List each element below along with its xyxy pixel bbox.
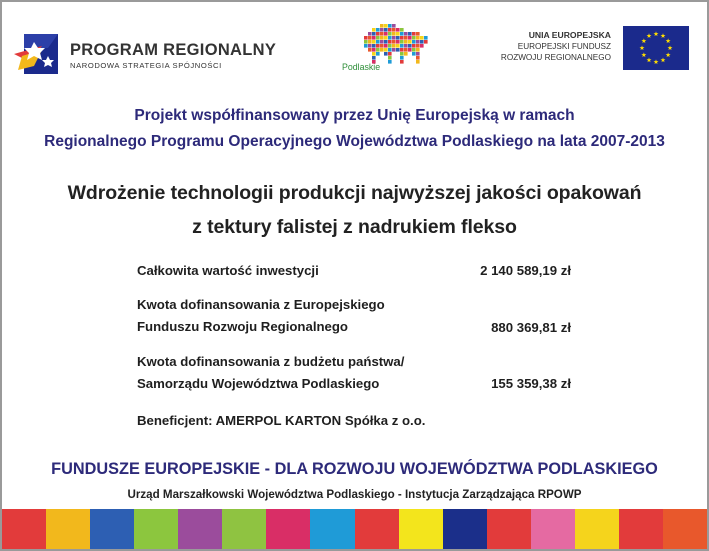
efrr-funding-amount: 880 369,81 zł [491,320,571,335]
bison-mosaic-tile [368,48,372,52]
bison-mosaic-tile [376,32,380,36]
co-financing-line-2: Regionalnego Programu Operacyjnego Województwa Podlaskiego na lata 2007-2013 [44,133,665,150]
bison-mosaic-tile [368,40,372,44]
project-title-line-2: z tektury falistej z nadrukiem flekso [192,216,517,238]
color-stripe-segment [355,509,399,549]
program-regionalny-subtitle: NARODOWA STRATEGIA SPÓJNOŚCI [70,61,222,70]
color-stripe-segment [487,509,531,549]
bison-mosaic-tile [396,40,400,44]
bison-mosaic-tile [392,24,396,28]
budget-funding-label-line-2: Samorządu Województwa Podlaskiego [137,376,380,391]
bison-mosaic-tile [400,28,404,32]
program-regionalny-title: PROGRAM REGIONALNY [70,41,277,59]
bison-mosaic-tile [392,40,396,44]
bison-mosaic-tile [372,40,376,44]
color-stripe-segment [619,509,663,549]
bison-mosaic-tile [404,32,408,36]
bison-mosaic-tile [420,44,424,48]
bison-mosaic-tile [376,40,380,44]
color-stripe-segment [178,509,222,549]
bison-mosaic-tile [416,60,420,64]
color-stripe-segment [663,509,707,549]
bison-mosaic-tile [384,44,388,48]
color-stripe-segment [134,509,178,549]
color-stripe-segment [90,509,134,549]
podlaskie-logo-text: Podlaskie [342,62,381,72]
bison-mosaic-tile [380,36,384,40]
bison-mosaic-tile [400,44,404,48]
bison-mosaic-tile [388,32,392,36]
efrr-funding-label-line-2: Funduszu Rozwoju Regionalnego [137,319,348,334]
eu-logo-text [501,29,611,63]
bison-mosaic-tile [396,36,400,40]
color-stripe-segment [575,509,619,549]
bison-mosaic-tile [372,28,376,32]
bison-mosaic-tile [392,28,396,32]
bison-mosaic-tile [424,40,428,44]
bison-mosaic-tile [396,48,400,52]
bison-mosaic-tile [372,56,376,60]
bison-mosaic-tile [400,52,404,56]
bison-mosaic-tile [424,36,428,40]
bison-mosaic-tile [412,48,416,52]
bison-mosaic-tile [380,32,384,36]
project-title-line-1: Wdrożenie technologii produkcji najwyższej jakości opakowań [67,182,642,204]
bison-mosaic-tile [412,44,416,48]
bison-mosaic-tile [384,24,388,28]
program-regionalny-logo [12,20,312,82]
bison-mosaic-tile [392,32,396,36]
bison-mosaic-tile [388,28,392,32]
bison-mosaic-tile [384,36,388,40]
bison-mosaic-tile [408,44,412,48]
podlaskie-logo [342,24,438,80]
bison-mosaic-tile [364,44,368,48]
bison-mosaic-tile [404,36,408,40]
bison-mosaic-tile [400,60,404,64]
bison-mosaic-tile [380,28,384,32]
bison-mosaic-tile [384,52,388,56]
color-stripe [2,509,707,549]
bison-mosaic-tile [384,28,388,32]
bison-mosaic-tile [368,44,372,48]
bison-mosaic-tile [404,52,408,56]
bison-mosaic-tile [392,44,396,48]
bison-mosaic-tile [376,36,380,40]
eu-flag-icon [623,26,689,70]
eu-logo [479,26,689,72]
bison-mosaic-tile [412,36,416,40]
bison-mosaic-tile [396,32,400,36]
bison-mosaic-tile [388,52,392,56]
podlaskie-bison-icon [364,24,428,64]
color-stripe-segment [310,509,354,549]
bison-mosaic-tile [388,60,392,64]
bison-mosaic-tile [396,28,400,32]
color-stripe-segment [46,509,90,549]
bison-mosaic-tile [388,56,392,60]
bison-mosaic-tile [392,36,396,40]
bison-mosaic-tile [396,44,400,48]
bison-mosaic-tile [400,40,404,44]
efrr-funding-label-line-1: Kwota dofinansowania z Europejskiego [137,297,385,312]
bison-mosaic-tile [416,36,420,40]
bison-mosaic-tile [372,48,376,52]
bison-mosaic-tile [388,48,392,52]
bison-mosaic-tile [412,52,416,56]
bison-mosaic-tile [416,44,420,48]
bison-mosaic-tile [416,48,420,52]
eu-logo-line-2: EUROPEJSKI FUNDUSZ [517,42,611,51]
color-stripe-segment [2,509,46,549]
bison-mosaic-tile [368,32,372,36]
bison-mosaic-tile [420,36,424,40]
bison-mosaic-tile [412,40,416,44]
bison-mosaic-tile [388,36,392,40]
bison-mosaic-tile [408,32,412,36]
beneficiary-text: Beneficjent: AMERPOL KARTON Spółka z o.o. [137,413,426,428]
color-stripe-segment [222,509,266,549]
budget-funding-label-line-1: Kwota dofinansowania z budżetu państwa/ [137,354,405,369]
bison-mosaic-tile [400,56,404,60]
bison-mosaic-tile [380,40,384,44]
bison-mosaic-tile [376,28,380,32]
bison-mosaic-tile [384,32,388,36]
bison-mosaic-tile [380,44,384,48]
bison-mosaic-tile [364,40,368,44]
bison-mosaic-tile [400,48,404,52]
bison-mosaic-tile [376,44,380,48]
bison-mosaic-tile [408,48,412,52]
bison-mosaic-tile [368,36,372,40]
color-stripe-segment [399,509,443,549]
bison-mosaic-tile [380,48,384,52]
footer-authority: Urząd Marszałkowski Województwa Podlaskiego - Instytucja Zarządzająca RPOWP [127,488,582,501]
bison-mosaic-tile [416,52,420,56]
bison-mosaic-tile [384,48,388,52]
bison-mosaic-tile [388,24,392,28]
bison-mosaic-tile [392,48,396,52]
bison-mosaic-tile [404,48,408,52]
program-regionalny-emblem-icon [12,26,64,80]
bison-mosaic-tile [388,44,392,48]
bison-mosaic-tile [372,52,376,56]
bison-mosaic-tile [364,36,368,40]
color-stripe-segment [531,509,575,549]
bison-mosaic-tile [420,40,424,44]
bison-mosaic-tile [372,32,376,36]
bison-mosaic-tile [400,32,404,36]
bison-mosaic-tile [408,40,412,44]
eu-logo-line-3: ROZWOJU REGIONALNEGO [500,53,611,62]
bison-mosaic-tile [376,52,380,56]
bison-mosaic-tile [376,48,380,52]
bison-mosaic-tile [416,40,420,44]
bison-mosaic-tile [400,36,404,40]
bison-mosaic-tile [384,40,388,44]
bison-mosaic-tile [412,32,416,36]
color-stripe-segment [443,509,487,549]
co-financing-line-1: Projekt współfinansowany przez Unię Europejską w ramach [134,107,575,124]
bison-mosaic-tile [372,44,376,48]
bison-mosaic-tile [416,56,420,60]
bison-mosaic-tile [408,36,412,40]
bison-mosaic-tile [404,40,408,44]
footer-slogan: FUNDUSZE EUROPEJSKIE - DLA ROZWOJU WOJEWÓDZTWA PODLASKIEGO [51,460,658,478]
bison-mosaic-tile [416,32,420,36]
total-value-amount: 2 140 589,19 zł [480,263,571,278]
budget-funding-amount: 155 359,38 zł [491,376,571,391]
color-stripe-segment [266,509,310,549]
bison-mosaic-tile [372,36,376,40]
bison-mosaic-tile [380,24,384,28]
bison-mosaic-tile [404,44,408,48]
bison-mosaic-tile [388,40,392,44]
eu-logo-line-1: UNIA EUROPEJSKA [528,30,611,40]
total-value-label: Całkowita wartość inwestycji [137,263,319,278]
